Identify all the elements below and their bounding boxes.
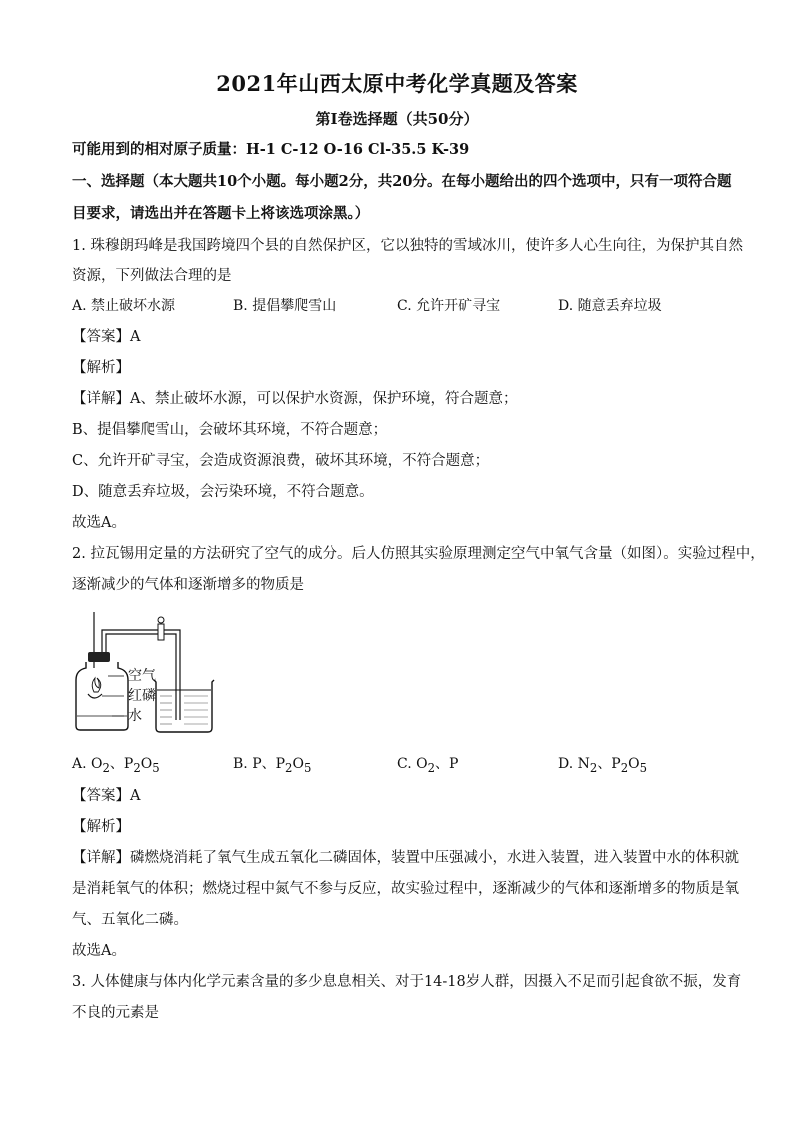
document-title: 2021年山西太原中考化学真题及答案 <box>216 71 578 96</box>
air-label: 空气 <box>128 668 156 684</box>
oxygen-experiment-apparatus <box>72 608 222 736</box>
water-label: 水 <box>128 708 142 724</box>
q1-conclusion: 故选A。 <box>72 515 126 531</box>
atomic-mass-note: 可能用到的相对原子质量：H-1 C-12 O-16 Cl-35.5 K-39 <box>72 141 470 158</box>
q1-detail-line-1: 【详解】A、禁止破坏水源，可以保护水资源，保护环境，符合题意； <box>72 391 518 407</box>
q2-option-b: B. P、$P_2O_5$ <box>233 756 312 775</box>
q2-analysis-label: 【解析】 <box>72 819 130 835</box>
q2-stem-line-1: 2. 拉瓦锡用定量的方法研究了空气的成分。后人仿照其实验原理测定空气中氧气含量（如图）。实验过程中， <box>72 546 765 562</box>
q1-answer: 【答案】A <box>72 329 141 345</box>
q1-option-a: A. 禁止破坏水源 <box>72 298 176 314</box>
q2-stem-line-2: 逐渐减少的气体和逐渐增多的物质是 <box>72 577 304 593</box>
instructions-line-1: 一、选择题（本大题共10个小题。每小题2分，共20分。在每小题给出的四个选项中，只有一项符合题 <box>72 173 732 190</box>
clamp-screw <box>158 617 164 623</box>
rubber-stopper <box>88 652 110 662</box>
section-heading: 第Ⅰ卷选择题（共50分） <box>315 110 479 128</box>
combustion-spoon <box>88 694 102 698</box>
q2-option-a: A. $O_2$、$P_2O_5$ <box>72 756 160 775</box>
q1-stem-line-1: 1. 珠穆朗玛峰是我国跨境四个县的自然保护区，它以独特的雪域冰川，使许多人心生向往，为保护其自然 <box>72 238 743 254</box>
q2-option-d: D. $N_2$、$P_2O_5$ <box>558 756 648 775</box>
q1-analysis-label: 【解析】 <box>72 360 130 376</box>
q1-option-b: B. 提倡攀爬雪山 <box>233 298 337 314</box>
q2-detail-line-3: 气、五氧化二磷。 <box>72 912 188 928</box>
flame <box>92 678 101 692</box>
q3-stem-line-1: 3. 人体健康与体内化学元素含量的多少息息相关、对于14-18岁人群，因摄入不足而引起食欲不振，发育 <box>72 974 742 990</box>
q2-answer: 【答案】A <box>72 788 141 804</box>
instructions-line-2: 目要求，请选出并在答题卡上将该选项涂黑。） <box>72 205 370 222</box>
q1-detail-line-4: D、随意丢弃垃圾，会污染环境，不符合题意。 <box>72 484 374 500</box>
q2-detail-line-2: 是消耗氧气的体积；燃烧过程中氮气不参与反应，故实验过程中，逐渐减少的气体和逐渐增多的物质是氧 <box>72 881 739 897</box>
q3-stem-line-2: 不良的元素是 <box>72 1005 159 1021</box>
phosphorus-label: 红磷 <box>128 688 156 704</box>
clamp <box>158 624 164 640</box>
q2-conclusion: 故选A。 <box>72 943 126 959</box>
beaker-water-hatching <box>160 696 208 724</box>
q1-detail-line-2: B、提倡攀爬雪山，会破坏其环境，不符合题意； <box>72 422 388 438</box>
q2-detail-line-1: 【详解】磷燃烧消耗了氧气生成五氧化二磷固体，装置中压强减小，水进入装置，进入装置中水的体积就 <box>72 850 739 866</box>
q1-stem-line-2: 资源，下列做法合理的是 <box>72 268 232 284</box>
q1-option-c: C. 允许开矿寻宝 <box>397 298 501 314</box>
q1-option-d: D. 随意丢弃垃圾 <box>558 298 662 314</box>
q1-detail-line-3: C、允许开矿寻宝，会造成资源浪费，破坏其环境，不符合题意； <box>72 453 490 469</box>
q2-option-c: C. $O_2$、P <box>397 756 459 775</box>
